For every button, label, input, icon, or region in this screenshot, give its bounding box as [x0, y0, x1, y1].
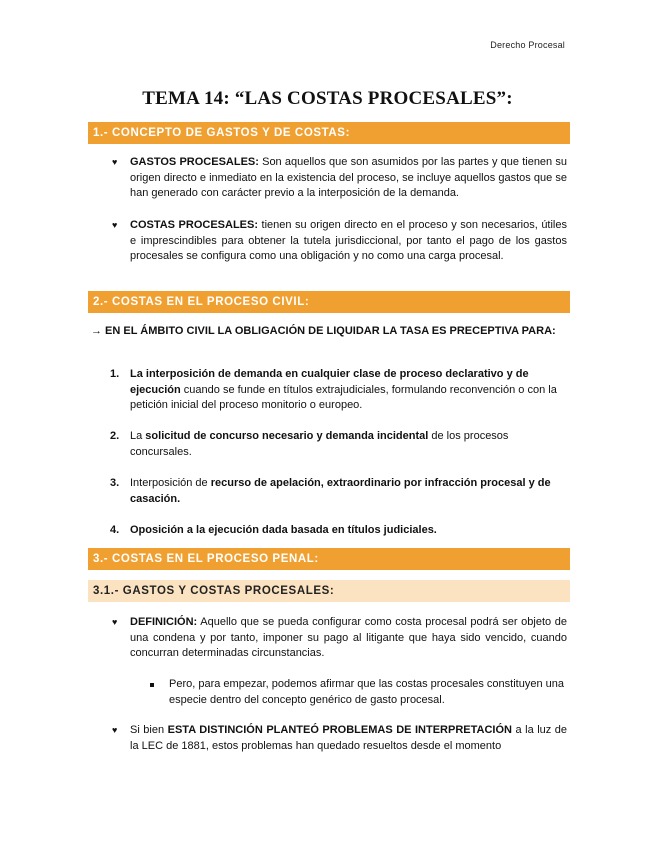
- costas-procesales-term: COSTAS PROCESALES:: [130, 219, 258, 231]
- heart-bullet-icon: ♥: [112, 157, 118, 167]
- section-3-heading: 3.- COSTAS EN EL PROCESO PENAL:: [88, 548, 570, 570]
- list-number: 2.: [110, 430, 120, 442]
- section-2-heading: 2.- COSTAS EN EL PROCESO CIVIL:: [88, 291, 570, 313]
- list-number: 3.: [110, 477, 120, 489]
- list-number: 4.: [110, 524, 120, 536]
- gastos-procesales-paragraph: [130, 155, 567, 202]
- running-header: Derecho Procesal: [490, 40, 565, 50]
- distincion-paragraph: [130, 723, 567, 754]
- definicion-text: Aquello que se pueda configurar como costa procesal podrá ser objeto de una condena y por tanto, imponer su pago al litigante que haya sido vencido, cuando concurran determinadas circunstancias.: [130, 616, 567, 659]
- distincion-bold: ESTA DISTINCIÓN PLANTEÓ PROBLEMAS DE INTERPRETACIÓN: [167, 724, 512, 736]
- civil-item-3: [130, 476, 567, 507]
- heart-bullet-icon: ♥: [112, 617, 118, 627]
- section-1-heading: 1.- CONCEPTO DE GASTOS Y DE COSTAS:: [88, 122, 570, 144]
- heart-bullet-icon: ♥: [112, 725, 118, 735]
- distincion-pre: Si bien: [130, 724, 168, 736]
- list-number: 1.: [110, 368, 120, 380]
- heart-bullet-icon: ♥: [112, 220, 118, 230]
- definicion-term: DEFINICIÓN:: [130, 616, 198, 628]
- costas-procesales-text: tienen su origen directo en el proceso y son necesarios, útiles e imprescindibles para obtener la tutela jurisdiccional, por tanto el pago de los gastos procesales se configura como una obligación y no como una carga procesal.: [130, 219, 567, 262]
- civil-item-2-bold: solicitud de concurso necesario y demanda incidental: [145, 430, 429, 442]
- sub-bullet-paragraph: Pero, para empezar, podemos afirmar que las costas procesales constituyen una especie dentro del concepto genérico de gasto procesal.: [169, 678, 564, 706]
- distincion-text: a la luz de la LEC de 1881, estos problemas han quedado resueltos desde el momento: [130, 724, 568, 752]
- gastos-procesales-text: Son aquellos que son asumidos por las partes y que tienen su origen directo e inmediato en la existencia del proceso, se incluye aquellos gastos que se han generado con carácter previo a la interposición de la demanda.: [130, 156, 567, 199]
- square-bullet-icon: [150, 683, 154, 687]
- civil-item-3-bold: recurso de apelación, extraordinario por infracción procesal y de casación.: [130, 477, 551, 505]
- civil-intro: → EN EL ÁMBITO CIVIL LA OBLIGACIÓN DE LIQUIDAR LA TASA ES PRECEPTIVA PARA:: [91, 325, 556, 337]
- civil-item-4-bold: Oposición a la ejecución dada basada en títulos judiciales.: [130, 524, 437, 536]
- civil-item-3-pre: Interposición de: [130, 477, 211, 489]
- section-3-1-heading: 3.1.- GASTOS Y COSTAS PROCESALES:: [88, 580, 570, 602]
- civil-item-1-bold: La interposición de demanda en cualquier clase de proceso declarativo y de ejecución: [130, 368, 529, 396]
- civil-item-2: [130, 429, 545, 460]
- definicion-paragraph: [130, 615, 567, 662]
- costas-procesales-paragraph: [130, 218, 567, 265]
- civil-item-2-text: de los procesos concursales.: [130, 430, 509, 458]
- civil-item-1: [130, 367, 567, 414]
- gastos-procesales-term: GASTOS PROCESALES:: [130, 156, 259, 168]
- civil-item-1-text: cuando se funde en títulos extrajudiciales, formulando reconvención o con la petición inicial del proceso monitorio o europeo.: [130, 383, 557, 411]
- civil-item-2-pre: La: [130, 430, 146, 442]
- page-title: TEMA 14: “LAS COSTAS PROCESALES”:: [142, 88, 513, 109]
- civil-item-4: [130, 523, 567, 539]
